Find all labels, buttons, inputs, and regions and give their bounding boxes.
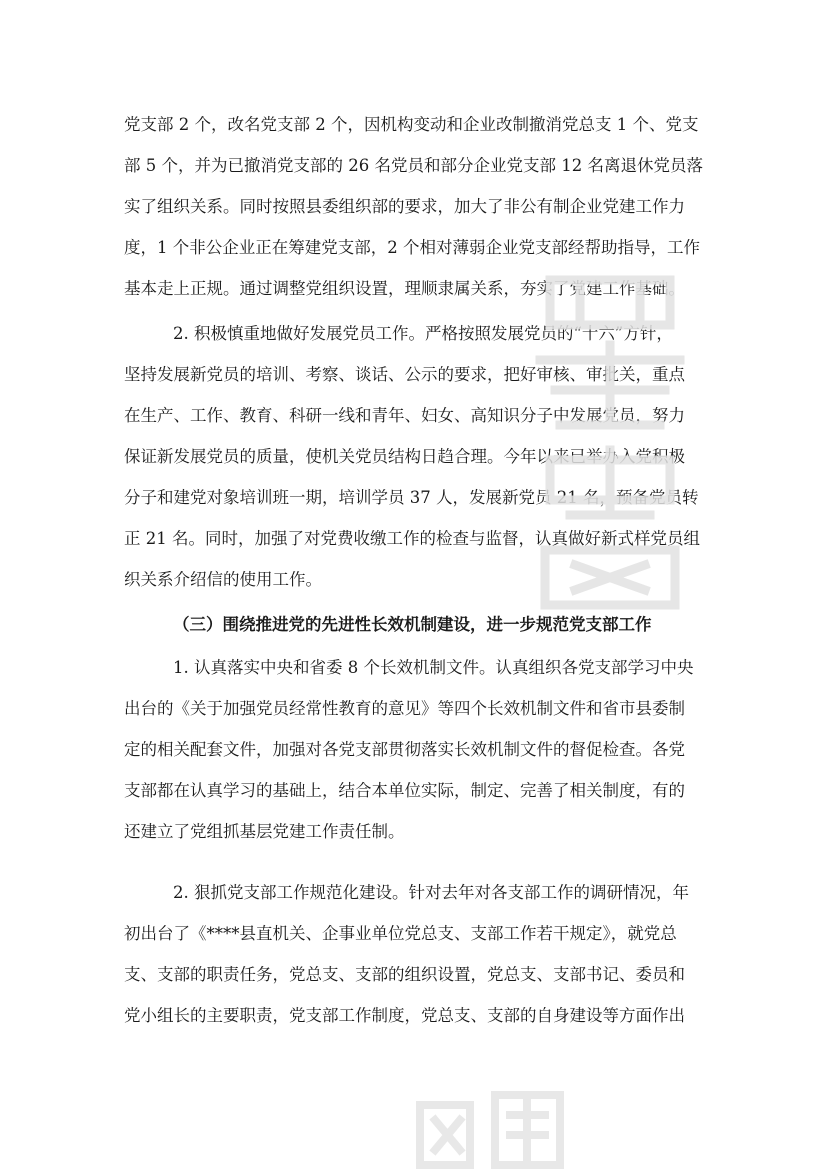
paragraph-long-term-mechanism: 1. 认真落实中央和省委 8 个长效机制文件。认真组织各党支部学习中央 出台的《关于加强党员经常性教育的意见》等四个长效机制文件和省市县委制 定的相关配套文件，加强对各党支部贯彻落实长效机制文件的督促检查。各党 支部都在认真学习的基础上，结合本单位实际，制定、完善了相关制度，有的 还建立了党组抓基层党建工作责任制。: [124, 658, 694, 841]
document-body: [124, 104, 716, 1036]
paragraph-continuation: 党支部 2 个，改名党支部 2 个，因机构变动和企业改制撤消党总支 1 个、党支 部 5 个，并为已撤消党支部的 26 名党员和部分企业党支部 12 名离退休党员落 实了组织关系。同时按照县委组织部的要求，加大了非公有制企业党建工作力 度，1 个非公企业正在筹建党支部，2 个相对薄弱企业党支部经帮助指导，工作 基本走上正规。通过调整党组织设置，理顺隶属关系，夯实了党建工作基础。: [124, 115, 703, 298]
paragraph-branch-standardization: 2. 狠抓党支部工作规范化建设。针对去年对各支部工作的调研情况，年 初出台了《****县直机关、企事业单位党总支、支部工作若干规定》，就党总 支、支部的职责任务，党总支、支部的组织设置，党总支、支部书记、委员和 党小组长的主要职责，党支部工作制度，党总支、支部的自身建设等方面作出: [124, 883, 689, 1025]
watermark-stamp-icon: [400, 1075, 580, 1175]
section-heading-3: （三）围绕推进党的先进性长效机制建设，进一步规范党支部工作: [173, 615, 652, 634]
paragraph-develop-members: 2. 积极慎重地做好发展党员工作。严格按照发展党员的“十六”方针， 坚持发展新党员的培训、考察、谈话、公示的要求，把好审核、审批关，重点 在生产、工作、教育、科研一线和青年、妇女、高知识分子中发展党员，努力 保证新发展党员的质量，使机关党员结构日趋合理。今年以来已举办入党积极 分子和建党对象培训班一期，培训学员 37 人，发展新党员 21 名，预备党员转 正 21 名。同时，加强了对党费收缴工作的检查与监督，认真做好新式样党员组 织关系介绍信的使用工作。: [124, 324, 700, 589]
